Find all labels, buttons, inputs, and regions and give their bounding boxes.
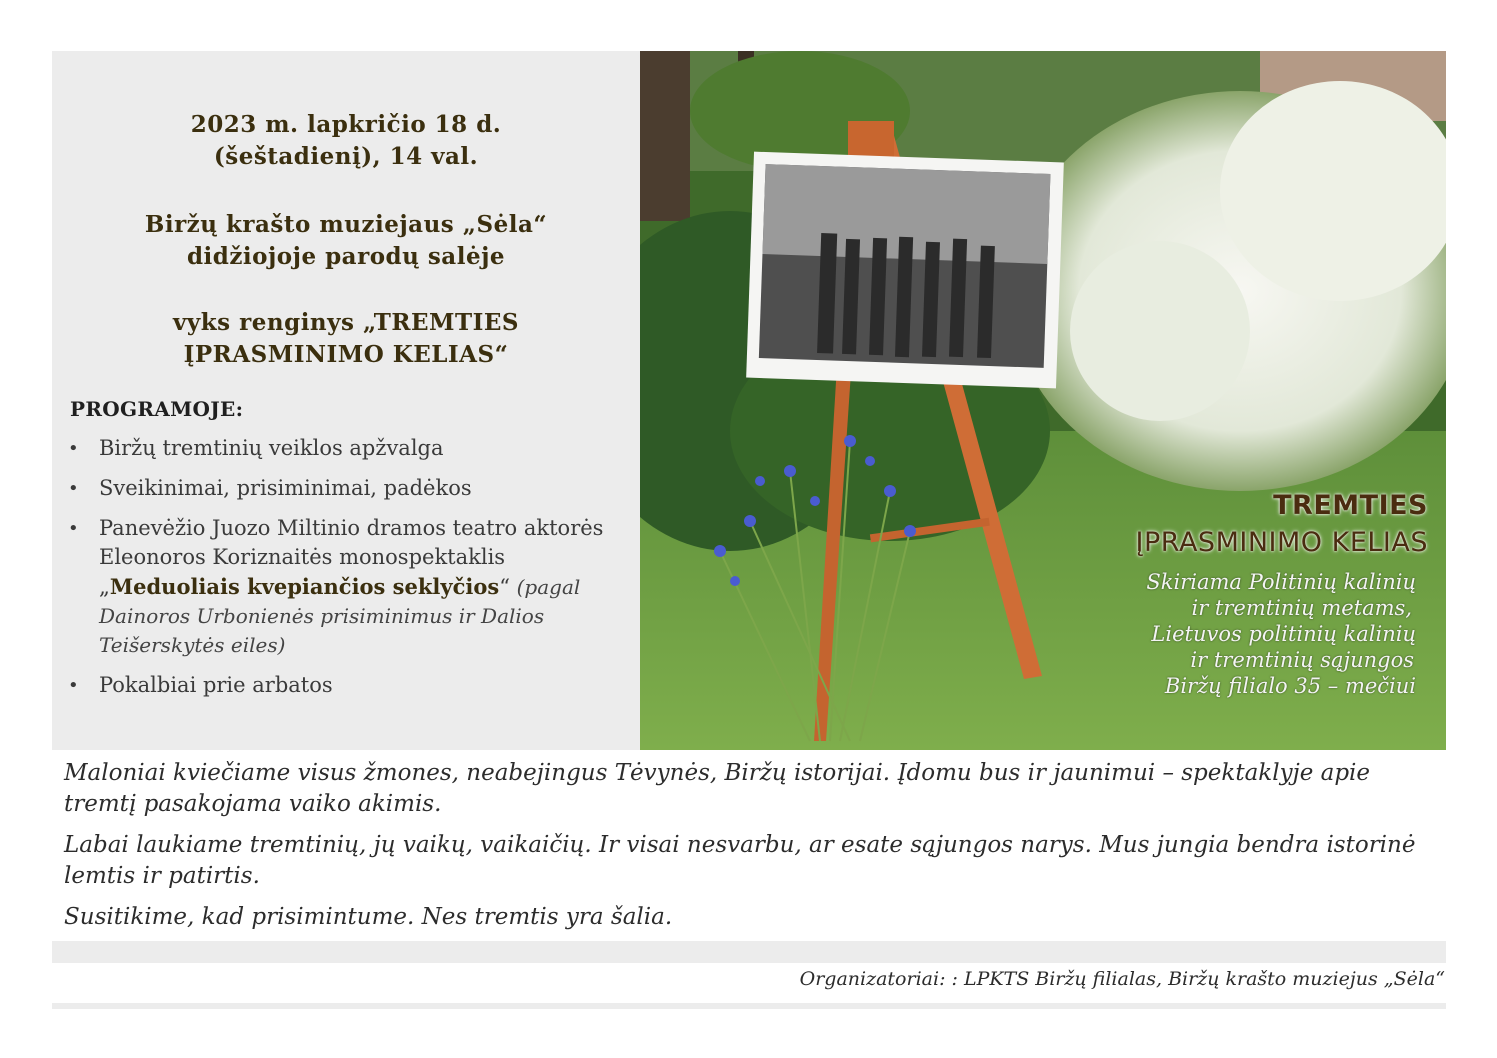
invitation-paragraph: Labai laukiame tremtinių, jų vaikų, vaikaičių. Ir visai nesvarbu, ar esate sąjungos narys. Mus jungia bendra istorinė lemtis ir patirtis.: [64, 832, 1416, 889]
program-list: [66, 434, 626, 711]
performance-note: (pagal Dainoros Urbonienės prisiminimus ir Dalios Teišerskytės eiles): [99, 575, 581, 657]
title-line: ĮPRASMINIMO KELIAS“: [183, 341, 509, 368]
photo-title: [1136, 487, 1428, 561]
program-label: PROGRAMOJE:: [70, 397, 244, 421]
program-item-text: Pokalbiai prie arbatos: [99, 673, 333, 697]
photo-dedication: [1146, 569, 1416, 699]
program-item-text: Panevėžio Juozo Miltinio dramos teatro aktorės Eleonoros Koriznaitės monospektaklis „: [99, 516, 604, 599]
dedication-line: Skiriama Politinių kalinių: [1146, 570, 1416, 594]
organizers-line: Organizatoriai: : LPKTS Biržų filialas, Biržų krašto muziejus „Sėla“: [799, 968, 1445, 990]
venue-hall-line: didžiojoje parodų salėje: [186, 243, 506, 270]
dedication-line: ir tremtinių sąjungos: [1190, 648, 1414, 672]
event-venue: [52, 209, 640, 273]
time-line: (šeštadienį), 14 val.: [213, 143, 479, 170]
date-line: 2023 m. lapkričio 18 d.: [190, 111, 502, 138]
program-item-text: Sveikinimai, prisiminimai, padėkos: [99, 476, 472, 500]
divider-band: [52, 941, 1446, 963]
invitation-paragraph: Susitikime, kad prisimintume. Nes tremtis yra šalia.: [64, 904, 673, 930]
program-item: [66, 671, 626, 700]
photo-title-line: TREMTIES: [1273, 490, 1428, 521]
event-photo: [640, 51, 1446, 750]
photo-title-line: ĮPRASMINIMO KELIAS: [1135, 527, 1428, 558]
dedication-line: ir tremtinių metams,: [1191, 596, 1412, 620]
dedication-line: Lietuvos politinių kalinių: [1151, 622, 1416, 646]
program-item: [66, 474, 626, 503]
program-item-text: Biržų tremtinių veiklos apžvalga: [99, 436, 444, 460]
quote-mark: “: [499, 575, 517, 599]
program-item: [66, 514, 626, 660]
dedication-line: Biržų filialo 35 – mečiui: [1164, 674, 1416, 698]
event-date: [52, 109, 640, 173]
title-line: vyks renginys „TREMTIES: [173, 309, 519, 336]
event-title: [52, 307, 640, 371]
program-item: [66, 434, 626, 463]
invitation-paragraph: Maloniai kviečiame visus žmones, neabejingus Tėvynės, Biržų istorijai. Įdomu bus ir jaunimui – spektaklyje apie tremtį pasakojama vaiko akimis.: [64, 760, 1371, 817]
venue-line: Biržų krašto muziejaus „Sėla“: [144, 211, 548, 238]
divider-band: [52, 1003, 1446, 1009]
performance-title: Meduoliais kvepiančios seklyčios: [109, 574, 500, 599]
info-panel: [52, 51, 640, 750]
